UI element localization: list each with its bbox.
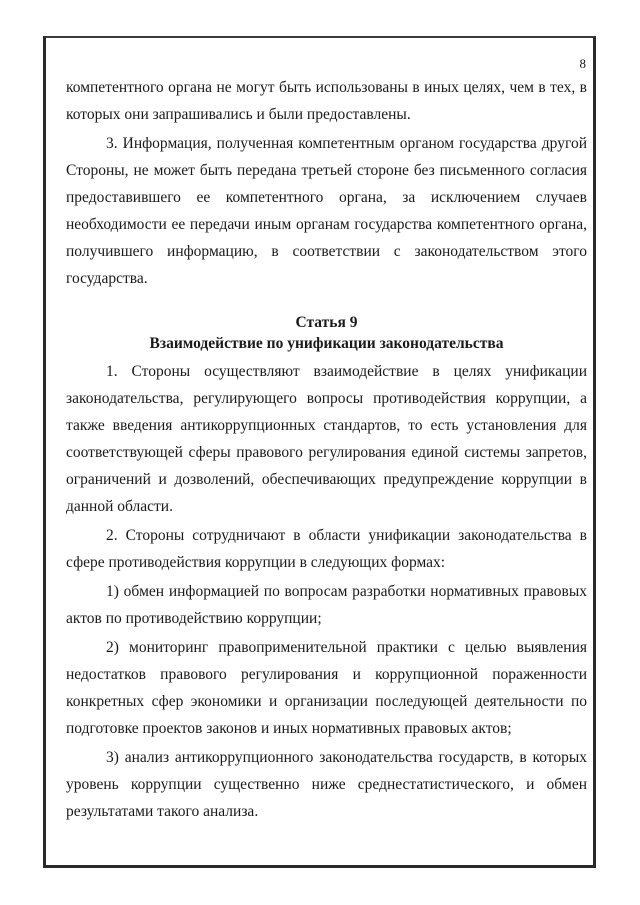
list-item-3: 3) анализ антикоррупционного законодательства государств, в которых уровень коррупции существенно ниже среднестатистического, и обмен результатами такого анализа. xyxy=(66,749,587,820)
article-heading xyxy=(66,312,587,354)
list-item-1: 1) обмен информацией по вопросам разработки нормативных правовых актов по противодействию коррупции; xyxy=(66,583,587,627)
page-number: 8 xyxy=(579,56,586,71)
list-item-2: 2) мониторинг правоприменительной практики с целью выявления недостатков правового регулирования и коррупционной пораженности конкретных сфер экономики и организации последующей деятельности по подготовке проектов законов и иных нормативных правовых актов; xyxy=(66,639,587,737)
paragraph-continuation: компетентного органа не могут быть использованы в иных целях, чем в тех, в которых они запрашивались и были предоставлены. xyxy=(66,79,587,123)
article-number: Статья 9 xyxy=(295,314,358,331)
paragraph-clause-3: 3. Информация, полученная компетентным органом государства другой Стороны, не может быть передана третьей стороне без письменного согласия предоставившего ее компетентного органа, за исключением случаев необходимости ее передачи иным органам государства компетентного органа, получившего информацию, в соответствии с законодательством этого государства. xyxy=(66,135,587,287)
paragraph-article-clause-2: 2. Стороны сотрудничают в области унификации законодательства в сфере противодействия коррупции в следующих формах: xyxy=(66,527,587,571)
paragraph-article-clause-1: 1. Стороны осуществляют взаимодействие в целях унификации законодательства, регулирующего вопросы противодействия коррупции, а также введения антикоррупционных стандартов, то есть установления для соответствующей сферы правового регулирования единой системы запретов, ограничений и дозволений, обеспечивающих предупреждение коррупции в данной области. xyxy=(66,363,587,515)
document-body xyxy=(66,74,587,825)
article-title: Взаимодействие по унификации законодательства xyxy=(149,335,504,352)
